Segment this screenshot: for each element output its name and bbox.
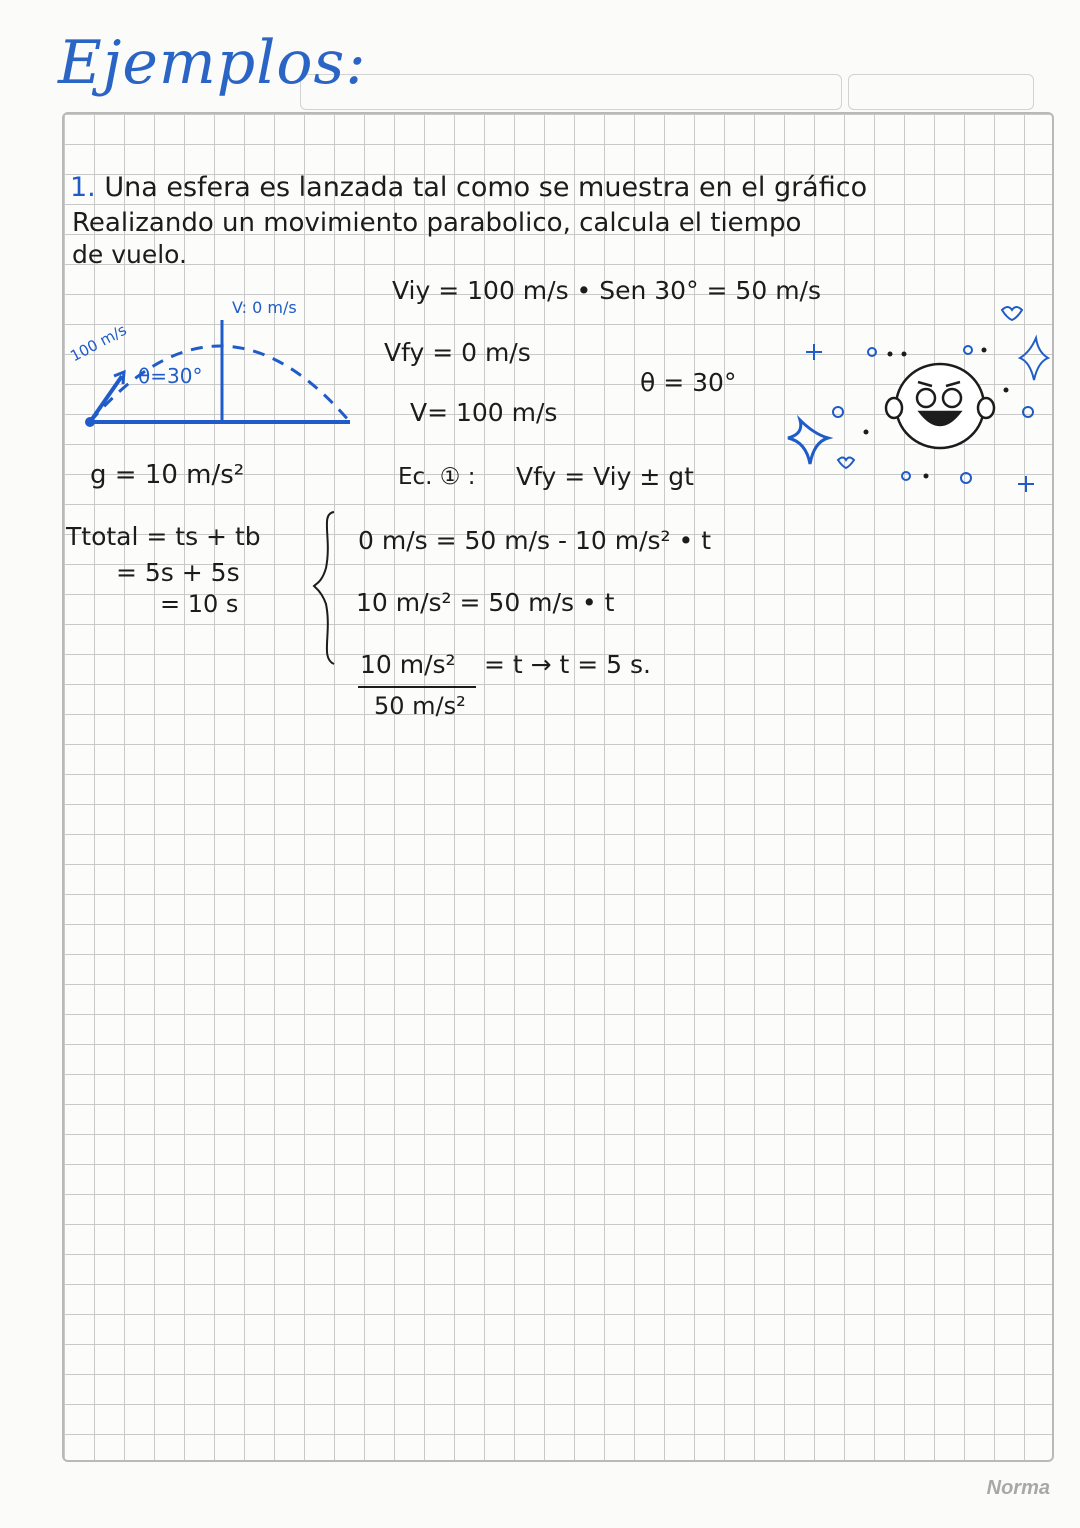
gravity-value: g = 10 m/s²: [90, 460, 245, 490]
header-field-right: [848, 74, 1034, 110]
theta-value: θ = 30°: [640, 368, 737, 397]
problem-line-2: Realizando un movimiento parabolico, calcula el tiempo: [72, 208, 802, 238]
solution-step-3: = t → t = 5 s.: [484, 650, 652, 679]
equation-label: Ec. ① :: [398, 464, 476, 490]
top-velocity-label: V: 0 m/s: [232, 298, 297, 317]
character-doodle: [780, 300, 1050, 500]
problem-text-1: Una esfera es lanzada tal como se muestra en el gráfico: [104, 172, 868, 203]
total-time-line-1: Ttotal = ts + tb: [66, 522, 261, 551]
problem-line-1: [70, 172, 867, 203]
viy-formula: Viy = 100 m/s • Sen 30° = 50 m/s: [392, 276, 821, 305]
fraction-bar: [358, 686, 476, 688]
header-field-left: [300, 74, 842, 110]
equation-formula: Vfy = Viy ± gt: [516, 462, 694, 491]
total-time-line-3: = 10 s: [160, 590, 239, 618]
trajectory-diagram: [60, 290, 360, 440]
page-title: Ejemplos:: [58, 28, 367, 98]
brace: [312, 508, 342, 668]
problem-number: 1.: [70, 172, 96, 203]
solution-step-2: 10 m/s² = 50 m/s • t: [356, 588, 615, 617]
initial-velocity-label: 100 m/s: [67, 320, 130, 366]
solution-step-1: 0 m/s = 50 m/s - 10 m/s² • t: [358, 526, 711, 555]
v-value: V= 100 m/s: [410, 398, 558, 427]
brand-logo: Norma: [986, 1477, 1050, 1499]
angle-label: θ=30°: [138, 364, 203, 388]
solution-fraction-denominator: 50 m/s²: [374, 692, 466, 720]
problem-line-3: de vuelo.: [72, 240, 187, 269]
vfy-value: Vfy = 0 m/s: [384, 338, 531, 367]
total-time-line-2: = 5s + 5s: [116, 558, 240, 587]
solution-fraction-numerator: 10 m/s²: [360, 650, 456, 679]
